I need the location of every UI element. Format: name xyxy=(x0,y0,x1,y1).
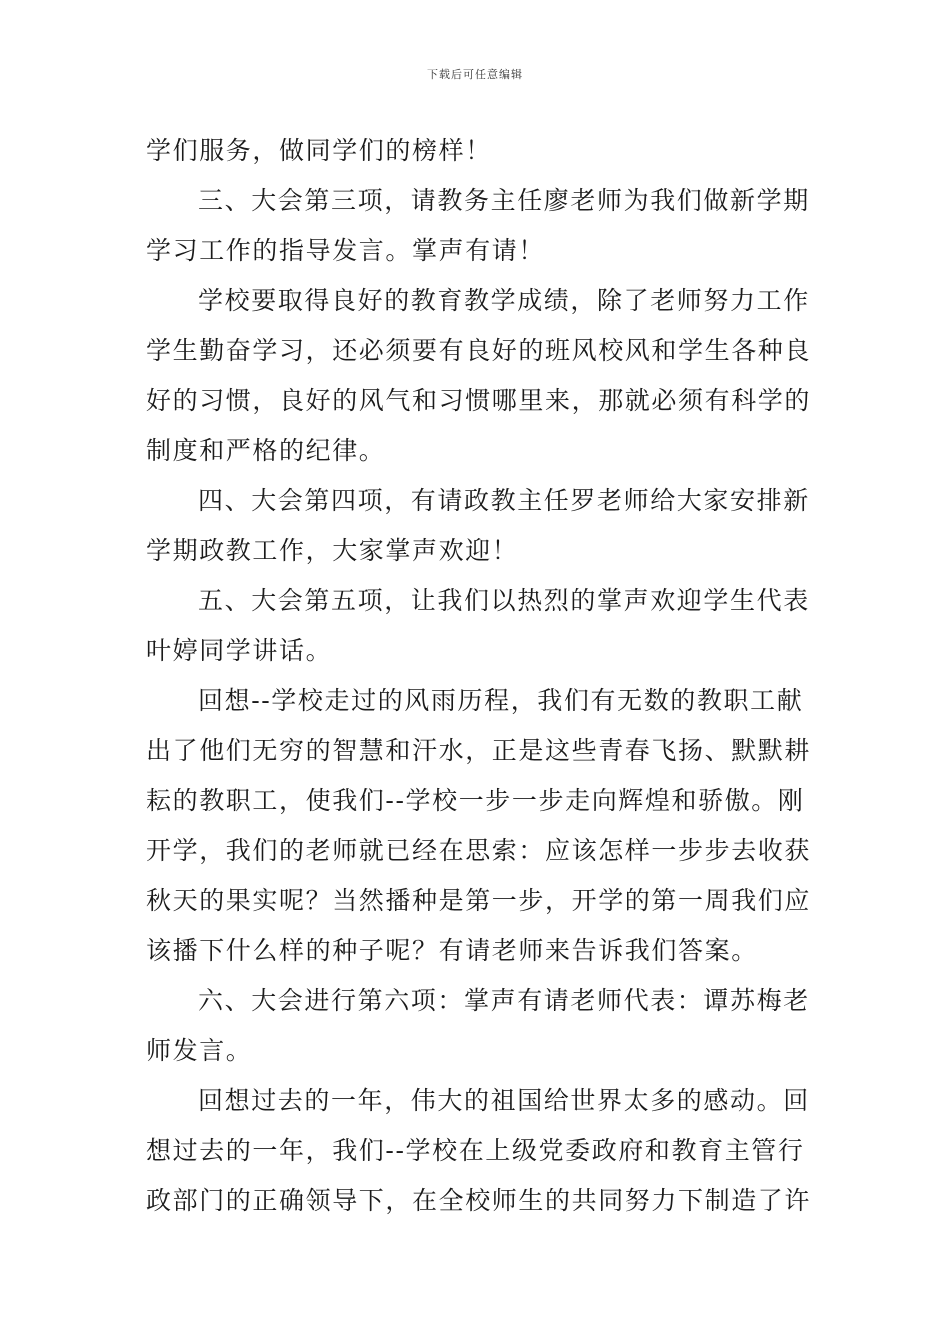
paragraph-start-line: 四、大会第四项，有请政教主任罗老师给大家安排新 xyxy=(198,486,810,515)
text-line: 想过去的一年，我们--学校在上级党委政府和教育主管行 xyxy=(146,1136,805,1165)
paragraph-start-line: 六、大会进行第六项：掌声有请老师代表：谭苏梅老 xyxy=(198,986,810,1015)
text-line: 叶婷同学讲话。 xyxy=(146,636,333,665)
text-line: 开学，我们的老师就已经在思索：应该怎样一步步去收获 xyxy=(146,836,812,865)
paragraph-start-line: 五、大会第五项，让我们以热烈的掌声欢迎学生代表 xyxy=(198,586,810,615)
text-line: 秋天的果实呢？当然播种是第一步，开学的第一周我们应 xyxy=(146,886,812,915)
text-line: 出了他们无穷的智慧和汗水，正是这些青春飞扬、默默耕 xyxy=(146,736,812,765)
text-line: 耘的教职工，使我们--学校一步一步走向辉煌和骄傲。刚 xyxy=(146,786,805,815)
text-line: 学习工作的指导发言。掌声有请！ xyxy=(146,236,546,265)
paragraph-start-line: 回想--学校走过的风雨历程，我们有无数的教职工献 xyxy=(198,686,804,715)
text-line: 学生勤奋学习，还必须要有良好的班风校风和学生各种良 xyxy=(146,336,812,365)
paragraph-start-line: 学校要取得良好的教育教学成绩，除了老师努力工作 xyxy=(198,286,810,315)
page-header: 下载后可任意编辑 xyxy=(427,68,523,81)
text-line: 该播下什么样的种子呢？有请老师来告诉我们答案。 xyxy=(146,936,758,965)
text-line: 制度和严格的纪律。 xyxy=(146,436,386,465)
paragraph-start-line: 回想过去的一年，伟大的祖国给世界太多的感动。回 xyxy=(198,1086,810,1115)
text-line: 学期政教工作，大家掌声欢迎！ xyxy=(146,536,519,565)
text-line: 政部门的正确领导下，在全校师生的共同努力下制造了许 xyxy=(146,1186,812,1215)
paragraph-start-line: 三、大会第三项，请教务主任廖老师为我们做新学期 xyxy=(198,186,810,215)
text-line: 学们服务，做同学们的榜样！ xyxy=(146,136,492,165)
text-line: 师发言。 xyxy=(146,1036,253,1065)
document-body xyxy=(146,126,812,1226)
text-line: 好的习惯，良好的风气和习惯哪里来，那就必须有科学的 xyxy=(146,386,812,415)
